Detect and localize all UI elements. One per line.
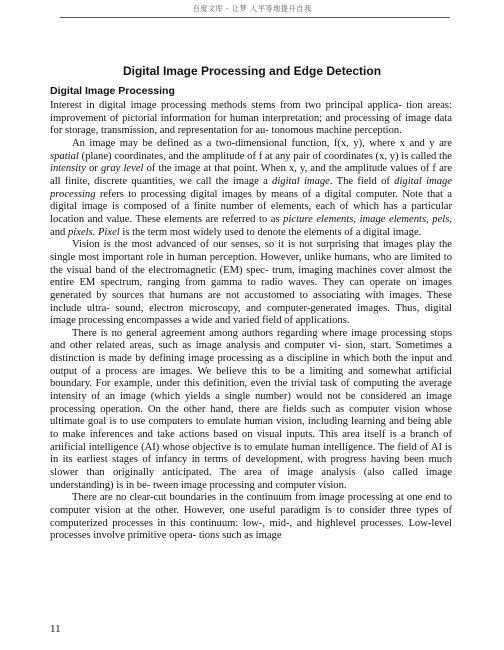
text-run: Vision is the most advanced of our senses, so it is not surprising that images play the single most important role in human perception. However, unlike humans, who are limited to the visual band of the electromagnetic (EM) spec- trum, imaging machines cover almost the entire EM spectrum, ranging from gamma to radio waves. They can operate on images generated by sources that humans are not accustomed to associating with images. These include ultra- sound, electron microscopy, and computer-generated images. Thus, digital image processing encompasses a wide and varied field of applications. [50,239,452,327]
text-run: or [85,163,101,175]
italic-term: intensity [50,163,86,175]
page-number: 11 [50,623,61,635]
text-run: Interest in digital image processing methods stems from two principal applica- tion areas: improvement of pictorial information for human interpretation; and processing of image data for storage, transmission, and representation for au- tonomous machine perception. [50,100,452,137]
header-divider [60,17,450,18]
text-run: (plane) coordinates, and the amplitude of f at any pair of coordinates (x, y) is called the [78,150,452,162]
text-run: and [50,226,68,238]
paragraph [50,100,452,138]
text-run: There is no general agreement among authors regarding where image processing stops and other related areas, such as image analysis and computer vi- sion, start. Sometimes a distinction is made by defining image processing as a discipline in which both the input and output of a process are images. We believe this to be a limiting and somewhat artificial boundary. For example, under this definition, even the trivial task of computing the average intensity of an image (which yields a single number) would not be considered an image processing operation. On the other hand, there are fields such as computer vision whose ultimate goal is to use computers to emulate human vision, including learning and being able to make inferences and take actions based on visual inputs. This area itself is a branch of artificial intelligence (AI) whose objective is to emulate human intelligence. The field of AI is in its earliest stages of infancy in terms of development, with progress having been much slower than originally anticipated. The area of image analysis (also called image understanding) is in be- tween image processing and computer vision. [50,327,452,491]
italic-term: pixels. Pixel [67,226,120,238]
paragraph [50,239,452,328]
body-text [50,100,452,543]
text-run: An image may be defined as a two-dimensional function, f(x, y), where x and y are [72,137,452,149]
document-title: Digital Image Processing and Edge Detection [122,64,382,78]
paragraph [50,328,452,493]
text-run: is the term most widely used to denote the elements of a digital image. [119,226,422,238]
paragraph [50,492,452,543]
italic-term: spatial [50,150,79,162]
text-run: . The field of [329,175,395,187]
page-header: 百度文库 - 让梦 人平等地提升自我 [192,4,312,13]
italic-term: picture elements, image elements, pels, [283,213,452,225]
italic-term: digital image [272,175,330,187]
italic-term: digital image processing [50,175,453,200]
italic-term: gray level [100,163,144,175]
paragraph [50,138,452,239]
text-run: There are no clear-cut boundaries in the continuum from image processing at one end to computer vision at the other. However, one useful paradigm is to consider three types of computerized processes in this continuum: low-, mid-, and highlevel processes. Low-level processes involve primitive opera- tions such as image [50,492,452,542]
text-run: refers to processing digital images by means of a digital computer. Note that a digital image is composed of a finite number of elements, each of which has a particular location and value. These elements are referred to as [50,188,452,225]
text-run: of the image at that point. When x, y, and the amplitude values of f are all finite, discrete quantities, we call the image a [50,163,452,187]
section-heading: Digital Image Processing [50,85,175,97]
